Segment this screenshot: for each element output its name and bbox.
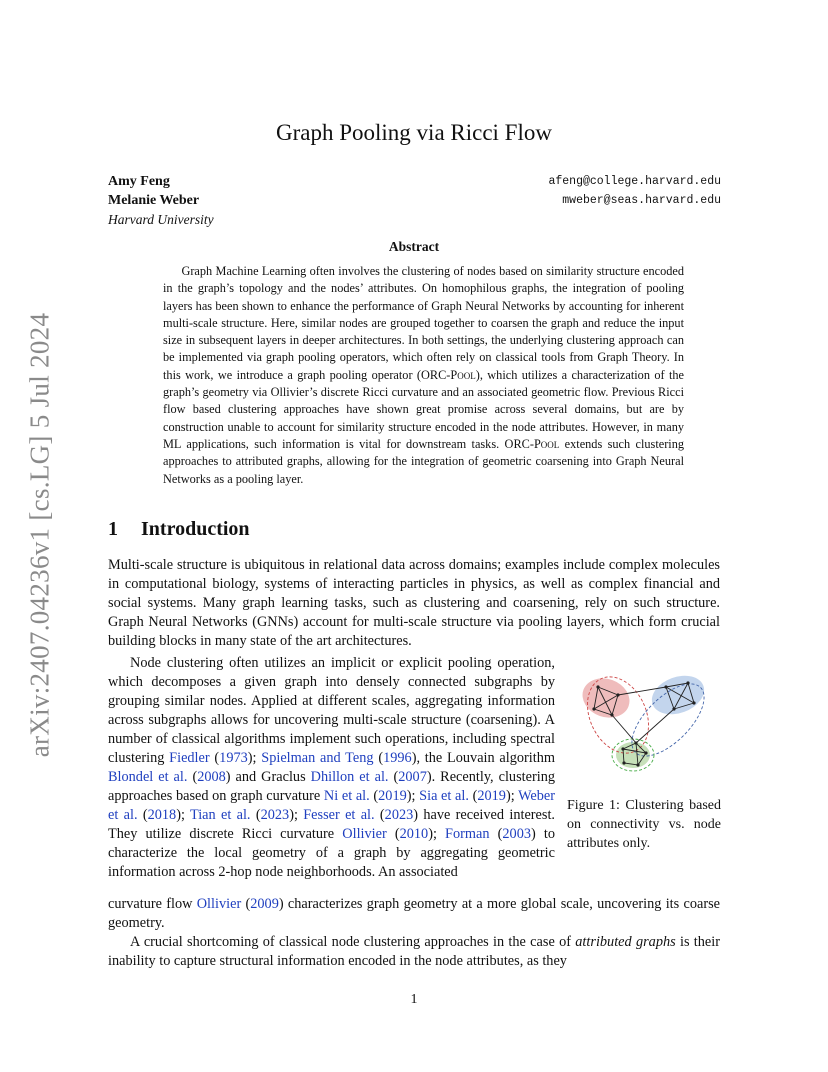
figure-1-graph	[578, 665, 708, 775]
citation-link[interactable]: Sia et al.	[419, 788, 469, 804]
citation-year-link[interactable]: 2010	[399, 826, 429, 842]
citation-link[interactable]: Ollivier	[342, 826, 387, 842]
paper-title: Graph Pooling via Ricci Flow	[276, 120, 552, 145]
author-email[interactable]: afeng@college.harvard.edu	[548, 175, 721, 188]
citation-link[interactable]: Spielman and Teng	[261, 750, 374, 766]
author-block	[108, 172, 214, 229]
author-name: Amy Feng	[108, 174, 170, 189]
citation-link[interactable]: Forman	[445, 826, 490, 842]
email-block	[548, 172, 721, 210]
arxiv-identifier: arXiv:2407.04236v1 [cs.LG] 5 Jul 2024	[24, 312, 55, 758]
page-number: 1	[410, 992, 418, 1007]
citation-year-link[interactable]: 2019	[477, 788, 506, 804]
citation-year-link[interactable]: 2008	[197, 769, 226, 785]
intro-paragraph-3: A crucial shortcoming of classical node clustering approaches in the case of attributed graphs is their inability to capture structural information encoded in the node attributes, as they	[108, 934, 721, 969]
citation-link[interactable]: Tian et al.	[189, 807, 251, 823]
red-cluster-blob	[578, 672, 635, 724]
section-heading	[108, 518, 250, 541]
citation-link[interactable]: Ollivier	[196, 896, 242, 912]
citation-year-link[interactable]: 1996	[383, 750, 412, 766]
intro-paragraph-2: Node clustering often utilizes an implicit or explicit pooling operation, which decomposes a given graph into densely connected subgraphs by grouping similar nodes. Applied at different scales, aggregating information across subgraphs allows for uncovering multi-scale structure (coarsening). A number of classical algorithms implement such operations, including spectral clustering Fiedler (1973); Spielman and Teng (1996), the Louvain algorithm Blondel et al. (2008) and Graclus Dhillon et al. (2007). Recently, clustering approaches based on graph curvature Ni et al. (2019); Sia et al. (2019); Weber et al. (2018); Tian et al. (2023); Fesser et al. (2023) have received interest. They utilize discrete Ricci curvature Ollivier (2010); Forman (2003) to characterize the local geometry of a graph by aggregating geometric information across 2-hop node neighborhoods. An associated	[108, 655, 556, 880]
citation-link[interactable]: Ni et al.	[323, 788, 370, 804]
section-title: Introduction	[141, 518, 250, 540]
citation-year-link[interactable]: 2018	[147, 807, 177, 823]
citation-link[interactable]: Blondel et al.	[108, 769, 188, 785]
affiliation: Harvard University	[108, 212, 214, 227]
citation-year-link[interactable]: 1973	[219, 750, 248, 766]
citation-link[interactable]: Fesser et al.	[303, 807, 375, 823]
citation-link[interactable]: Dhillon et al.	[310, 769, 389, 785]
citation-link[interactable]: Fiedler	[169, 750, 210, 766]
intro-paragraph-1: Multi-scale structure is ubiquitous in relational data across domains; examples include complex molecules in computational biology, systems of interacting particles in physics, as well as complex financial and social systems. Many graph learning tasks, such as clustering and coarsening, rely on such structure. Graph Neural Networks (GNNs) account for multi-scale structure via pooling layers, which form crucial building blocks in many state of the art architectures.	[108, 557, 720, 649]
author-email[interactable]: mweber@seas.harvard.edu	[562, 194, 721, 207]
citation-year-link[interactable]: 2007	[398, 769, 427, 785]
abstract-heading: Abstract	[388, 239, 440, 254]
blue-cluster-blob	[646, 669, 708, 721]
author-name: Melanie Weber	[108, 193, 200, 208]
citation-link[interactable]: Weber et al.	[108, 788, 556, 823]
citation-year-link[interactable]: 2003	[502, 826, 531, 842]
citation-year-link[interactable]: 2009	[250, 896, 279, 912]
section-number: 1	[108, 518, 118, 540]
intro-paragraph-2-continued: curvature flow Ollivier (2009) characterizes graph geometry at a more global scale, uncovering its coarse geometry.	[108, 896, 720, 931]
citation-year-link[interactable]: 2019	[378, 788, 407, 804]
figure-caption: Figure 1: Clustering based on connectivity vs. node attributes only.	[567, 798, 721, 851]
abstract-text: Graph Machine Learning often involves the clustering of nodes based on similarity structure encoded in the graph’s topology and the nodes’ attributes. On homophilous graphs, the integration of pooling layers has been shown to enhance the performance of Graph Neural Networks by accounting for inherent multi-scale structure. Here, similar nodes are grouped together to coarsen the graph and reduce the input size in subsequent layers in deeper architectures. In both settings, the underlying clustering approach can be implemented via graph pooling operators, which often rely on classical tools from Graph Theory. In this work, we introduce a graph pooling operator (ORC-Pool), which utilizes a characterization of the graph’s geometry via Ollivier’s discrete Ricci curvature and an associated geometric flow. Previous Ricci flow based clustering approaches have shown great promise across several domains, but are by construction unable to account for similarity structure encoded in the node attributes. However, in many ML applications, such information is vital for downstream tasks. ORC-Pool extends such clustering approaches to attributed graphs, allowing for the integration of geometric coarsening into Graph Neural Networks as a pooling layer.	[163, 264, 684, 486]
citation-year-link[interactable]: 2023	[260, 807, 290, 823]
citation-year-link[interactable]: 2023	[384, 807, 414, 823]
